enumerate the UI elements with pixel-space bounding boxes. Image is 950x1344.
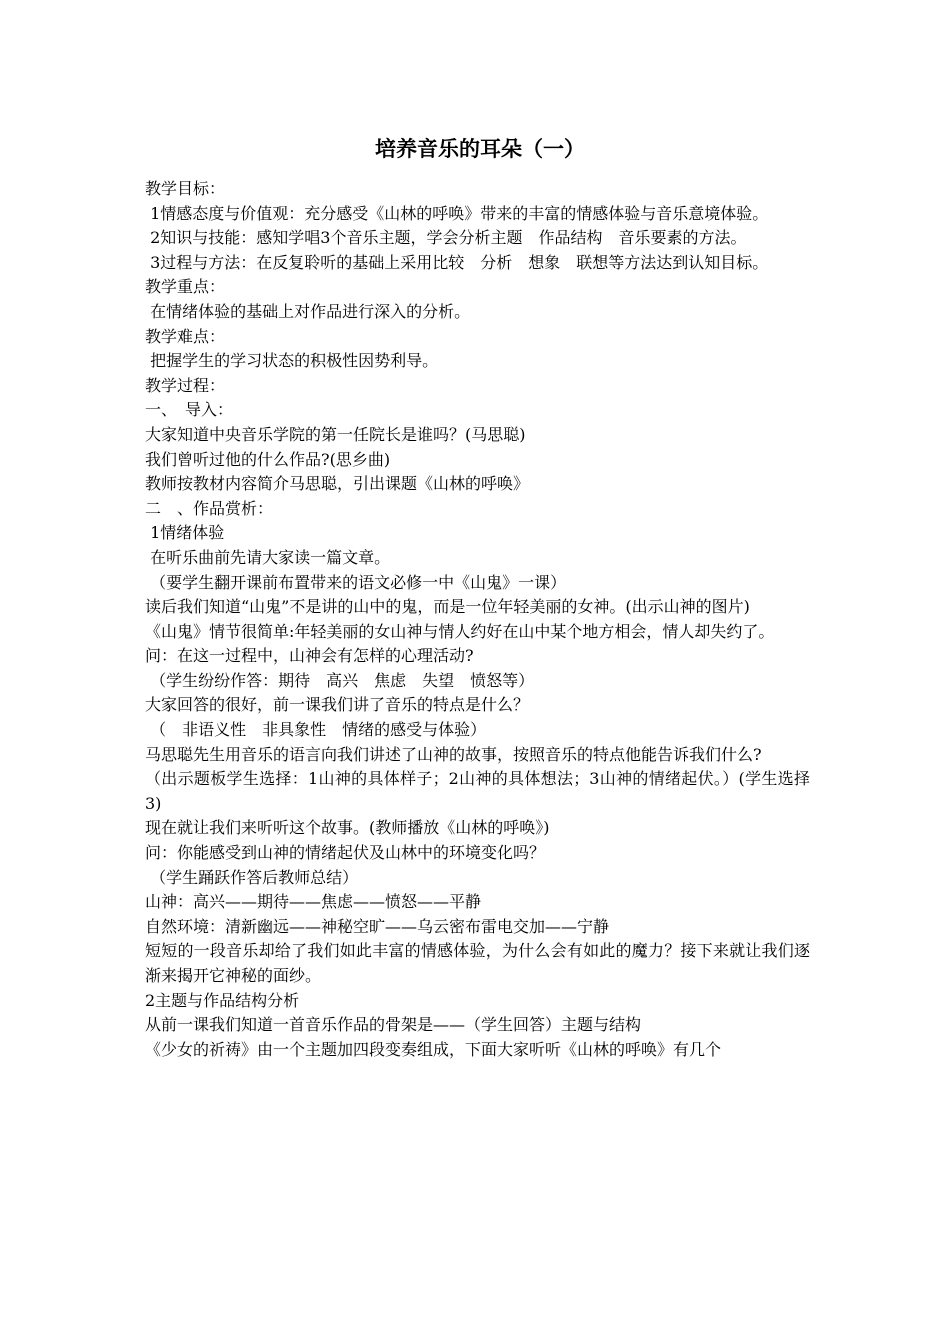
document-paragraph: 读后我们知道“山鬼”不是讲的山中的鬼，而是一位年轻美丽的女神。(出示山神的图片) [145, 597, 750, 617]
document-paragraph: 山神：高兴——期待——焦虑——愤怒——平静 [145, 892, 482, 912]
document-paragraph: 问：你能感受到山神的情绪起伏及山林中的环境变化吗？ [145, 843, 546, 863]
document-paragraph: 教学难点： [145, 326, 226, 346]
document-page [145, 133, 810, 1062]
document-paragraph: 我们曾听过他的什么作品?(思乡曲) [145, 449, 391, 469]
document-paragraph: 3过程与方法：在反复聆听的基础上采用比较 分析 想象 联想等方法达到认知目标。 [145, 252, 769, 272]
document-body [145, 177, 810, 1062]
document-paragraph: 大家知道中央音乐学院的第一任院长是谁吗？(马思聪) [145, 424, 526, 444]
document-paragraph: 《山鬼》情节很简单:年轻美丽的女山神与情人约好在山中某个地方相会，情人却失约了。 [145, 621, 775, 641]
document-paragraph: 把握学生的学习状态的积极性因势利导。 [145, 351, 439, 371]
document-paragraph: 1情绪体验 [145, 523, 225, 543]
document-paragraph: 《少女的祈祷》由一个主题加四段变奏组成，下面大家听听《山林的呼唤》有几个 [145, 1039, 722, 1059]
document-paragraph: 在听乐曲前先请大家读一篇文章。 [145, 547, 391, 567]
document-paragraph: 教学过程： [145, 375, 226, 395]
document-paragraph: 问：在这一过程中，山神会有怎样的心理活动? [145, 646, 474, 666]
document-paragraph: （学生踊跃作答后教师总结） [145, 867, 359, 887]
document-paragraph: 大家回答的很好，前一课我们讲了音乐的特点是什么？ [145, 695, 530, 715]
document-paragraph: （学生纷纷作答：期待 高兴 焦虑 失望 愤怒等） [145, 670, 535, 690]
document-paragraph: 从前一课我们知道一首音乐作品的骨架是——（学生回答）主题与结构 [145, 1015, 642, 1035]
document-paragraph: 短短的一段音乐却给了我们如此丰富的情感体验，为什么会有如此的魔力？接下来就让我们逐渐来揭开它神秘的面纱。 [145, 941, 810, 985]
document-paragraph: 2知识与技能：感知学唱3个音乐主题，学会分析主题 作品结构 音乐要素的方法。 [145, 228, 747, 248]
document-title: 培养音乐的耳朵（一） [375, 136, 585, 161]
document-paragraph: 教学重点： [145, 277, 226, 297]
document-paragraph: 教学目标： [145, 179, 226, 198]
document-paragraph: 1情感态度与价值观：充分感受《山林的呼唤》带来的丰富的情感体验与音乐意境体验。 [145, 203, 769, 223]
document-paragraph: （要学生翻开课前布置带来的语文必修一中《山鬼》一课） [145, 572, 567, 592]
document-paragraph: 在情绪体验的基础上对作品进行深入的分析。 [145, 301, 471, 321]
document-paragraph: 2主题与作品结构分析 [145, 990, 300, 1010]
document-paragraph: （ 非语义性 非具象性 情绪的感受与体验） [145, 720, 487, 740]
document-paragraph: 现在就让我们来听听这个故事。(教师播放《山林的呼唤》) [145, 818, 550, 838]
document-paragraph: 自然环境：清新幽远——神秘空旷——乌云密布雷电交加——宁静 [145, 916, 610, 936]
document-paragraph: （出示题板学生选择：1山神的具体样子；2山神的具体想法；3山神的情绪起伏。）(学生选择3) [145, 769, 810, 813]
document-paragraph: 教师按教材内容简介马思聪，引出课题《山林的呼唤》 [145, 474, 530, 494]
document-paragraph: 二 、作品赏析： [145, 498, 274, 518]
document-paragraph: 马思聪先生用音乐的语言向我们讲述了山神的故事，按照音乐的特点他能告诉我们什么? [145, 744, 762, 764]
document-paragraph: 一、 导入： [145, 400, 234, 420]
